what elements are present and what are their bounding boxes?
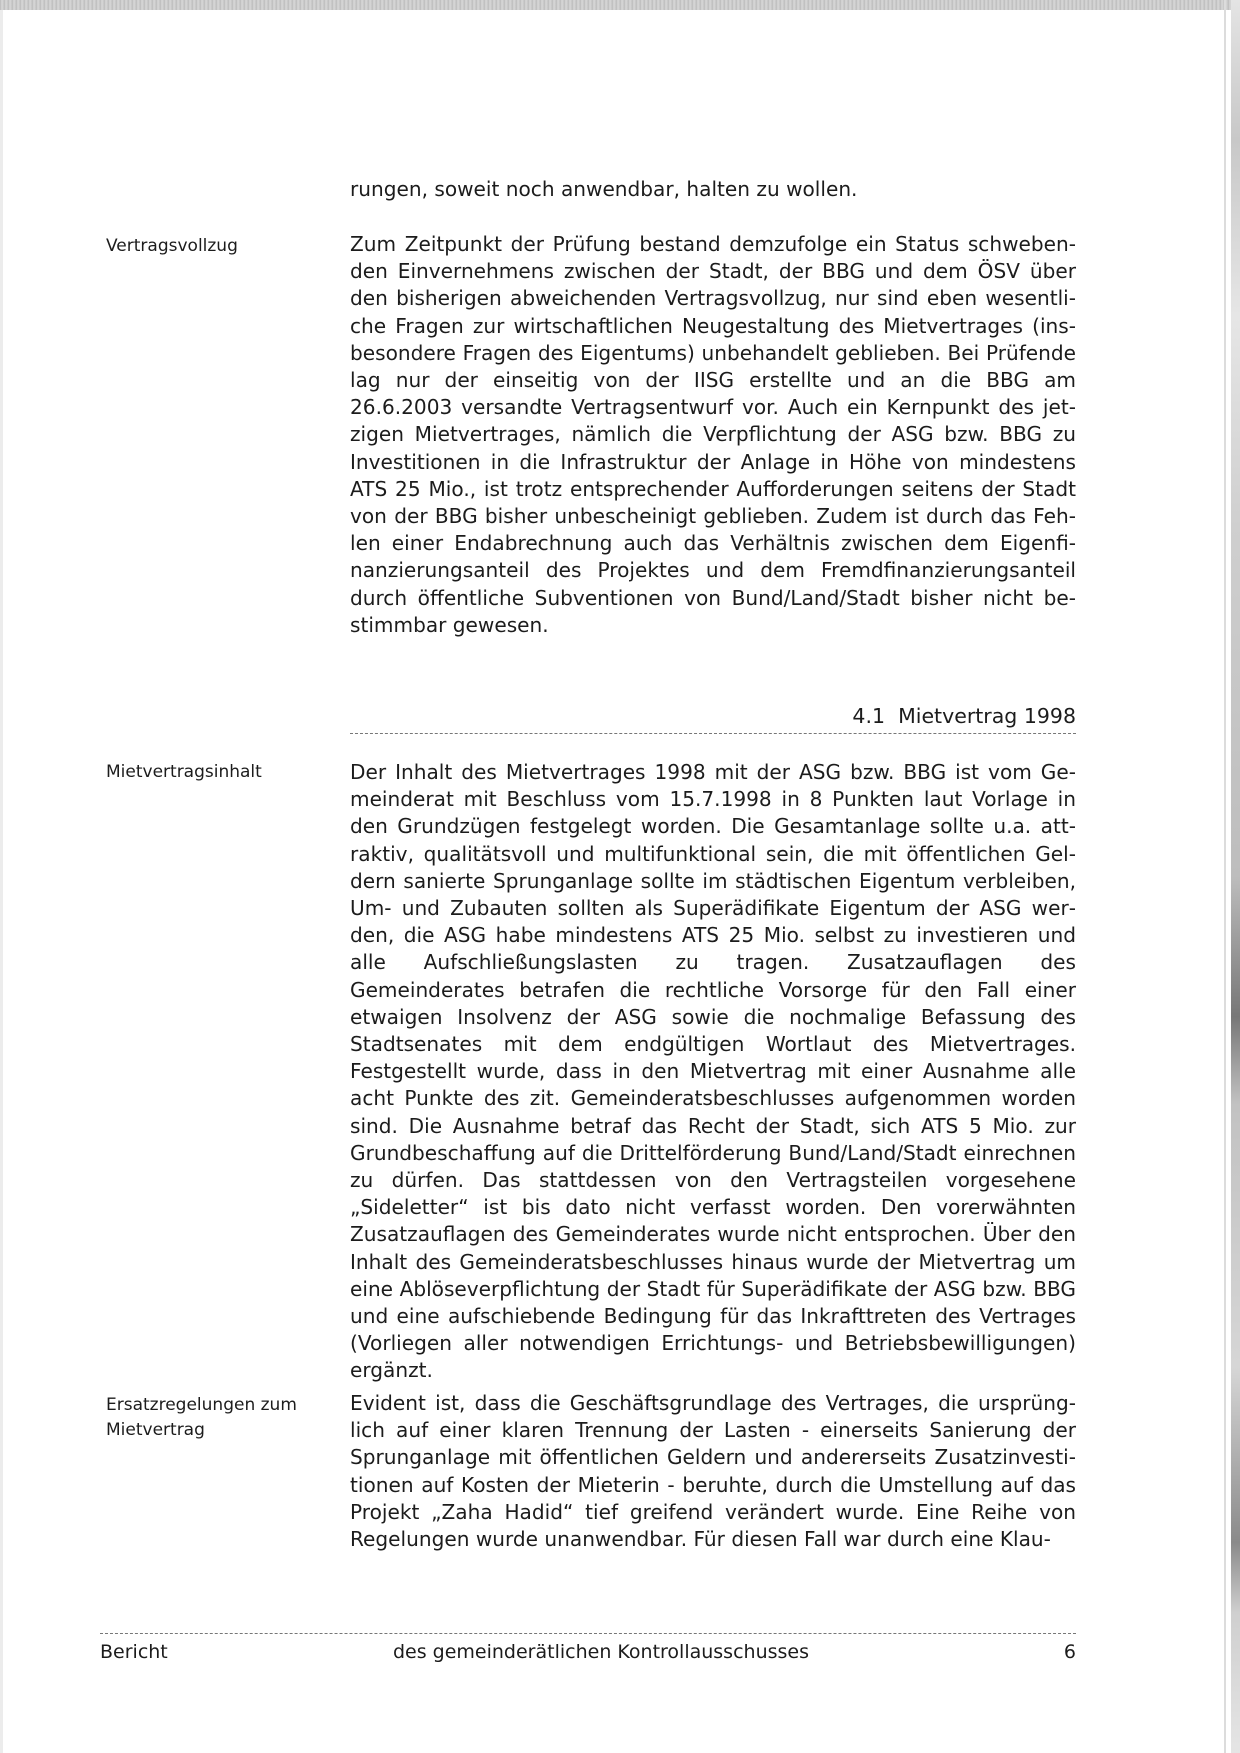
scan-edge-left: [0, 10, 3, 1753]
footer-left: Bericht: [100, 1641, 168, 1663]
paragraph-vertragsvollzug: Zum Zeitpunkt der Prüfung bestand demzufolge ein Status schwebenden Einvernehmens zwischen der Stadt, der BBG und dem ÖSV über den bisherigen abweichenden Vertragsvollzug, nur sind eben wesentliche Fragen zur wirtschaftlichen Neugestaltung des Mietvertrages (insbesondere Fragen des Eigentums) unbehandelt geblieben. Bei Prüfende lag nur der einseitig von der IISG erstellte und an die BBG am 26.6.2003 versandte Vertragsentwurf vor. Auch ein Kernpunkt des jetzigen Mietvertrages, nämlich die Verpflichtung der ASG bzw. BBG zu Investitionen in die Infrastruktur der Anlage in Höhe von mindestens ATS 25 Mio., ist trotz entsprechender Aufforderungen seitens der Stadt von der BBG bisher unbescheinigt geblieben. Zudem ist durch das Fehlen einer Endabrechnung auch das Verhältnis zwischen dem Eigenfinanzierungsanteil des Projektes und dem Fremdfinanzierungsanteil durch öffentliche Subventionen von Bund/Land/Stadt bisher nicht bestimmbar gewesen.: [350, 232, 1076, 637]
section-heading: [350, 703, 1076, 729]
paragraph-continuation: rungen, soweit noch anwendbar, halten zu wollen.: [350, 177, 858, 201]
page-number: 6: [1063, 1641, 1076, 1663]
section-title: Mietvertrag 1998: [898, 704, 1076, 728]
section-number: 4.1: [852, 704, 886, 728]
margin-note-ersatzregelungen-line1: Ersatzregelungen zum: [106, 1395, 297, 1415]
footer-divider: [100, 1633, 1076, 1634]
footer-center: des gemeinderätlichen Kontrollausschusses: [392, 1641, 810, 1663]
scan-edge-right: [1231, 0, 1240, 1753]
margin-note-ersatzregelungen-line2: Mietvertrag: [106, 1419, 205, 1440]
paragraph-mietvertragsinhalt: Der Inhalt des Mietvertrages 1998 mit der ASG bzw. BBG ist vom Gemeinderat mit Beschluss vom 15.7.1998 in 8 Punkten laut Vorlage in den Grundzügen festgelegt worden. Die Gesamtanlage sollte u.a. attraktiv, qualitätsvoll und multifunktional sein, die mit öffentlichen Geldern sanierte Sprunganlage sollte im städtischen Eigentum verbleiben, Um- und Zubauten sollten als Superädifikate Eigentum der ASG werden, die ASG habe mindestens ATS 25 Mio. selbst zu investieren und alle Aufschließungslasten zu tragen. Zusatzauflagen des Gemeinderates betrafen die rechtliche Vorsorge für den Fall einer etwaigen Insolvenz der ASG sowie die nochmalige Befassung des Stadtsenates mit dem endgültigen Wortlaut des Mietvertrages. Festgestellt wurde, dass in den Mietvertrag mit einer Ausnahme alle acht Punkte des zit. Gemeinderatsbeschlusses aufgenommen worden sind. Die Ausnahme betraf das Recht der Stadt, sich ATS 5 Mio. zur Grundbeschaffung auf die Drittelförderung Bund/Land/Stadt einrechnen zu dürfen. Das stattdessen von den Vertragsteilen vorgesehene „Sideletter“ ist bis dato nicht verfasst worden. Den vorerwähnten Zusatzauflagen des Gemeinderates wurde nicht entsprochen. Über den Inhalt des Gemeinderatsbeschlusses hinaus wurde der Mietvertrag um eine Ablöseverpflichtung der Stadt für Superädifikate der ASG bzw. BBG und eine aufschiebende Bedingung für das Inkrafttreten des Vertrages (Vorliegen aller notwendigen Errichtungs- und Betriebsbewilligungen) ergänzt.: [350, 760, 1076, 1383]
margin-note-ersatzregelungen: [106, 1393, 316, 1442]
scan-edge-top: [0, 0, 1240, 10]
section-divider: [350, 733, 1076, 734]
margin-note-mietvertragsinhalt: Mietvertragsinhalt: [106, 762, 262, 782]
scan-edge-right-line: [1224, 0, 1226, 1753]
paragraph-ersatzregelungen: Evident ist, dass die Geschäftsgrundlage des Vertrages, die ursprünglich auf einer klaren Trennung der Lasten - einerseits Sanierung der Sprunganlage mit öffentlichen Geldern und andererseits Zusatzinvestitionen auf Kosten der Mieterin - beruhte, durch die Umstellung auf das Projekt „Zaha Hadid“ tief greifend verändert wurde. Eine Reihe von Regelungen wurde unanwendbar. Für diesen Fall war durch eine Klau-: [350, 1391, 1076, 1552]
margin-note-vertragsvollzug: Vertragsvollzug: [106, 236, 238, 256]
